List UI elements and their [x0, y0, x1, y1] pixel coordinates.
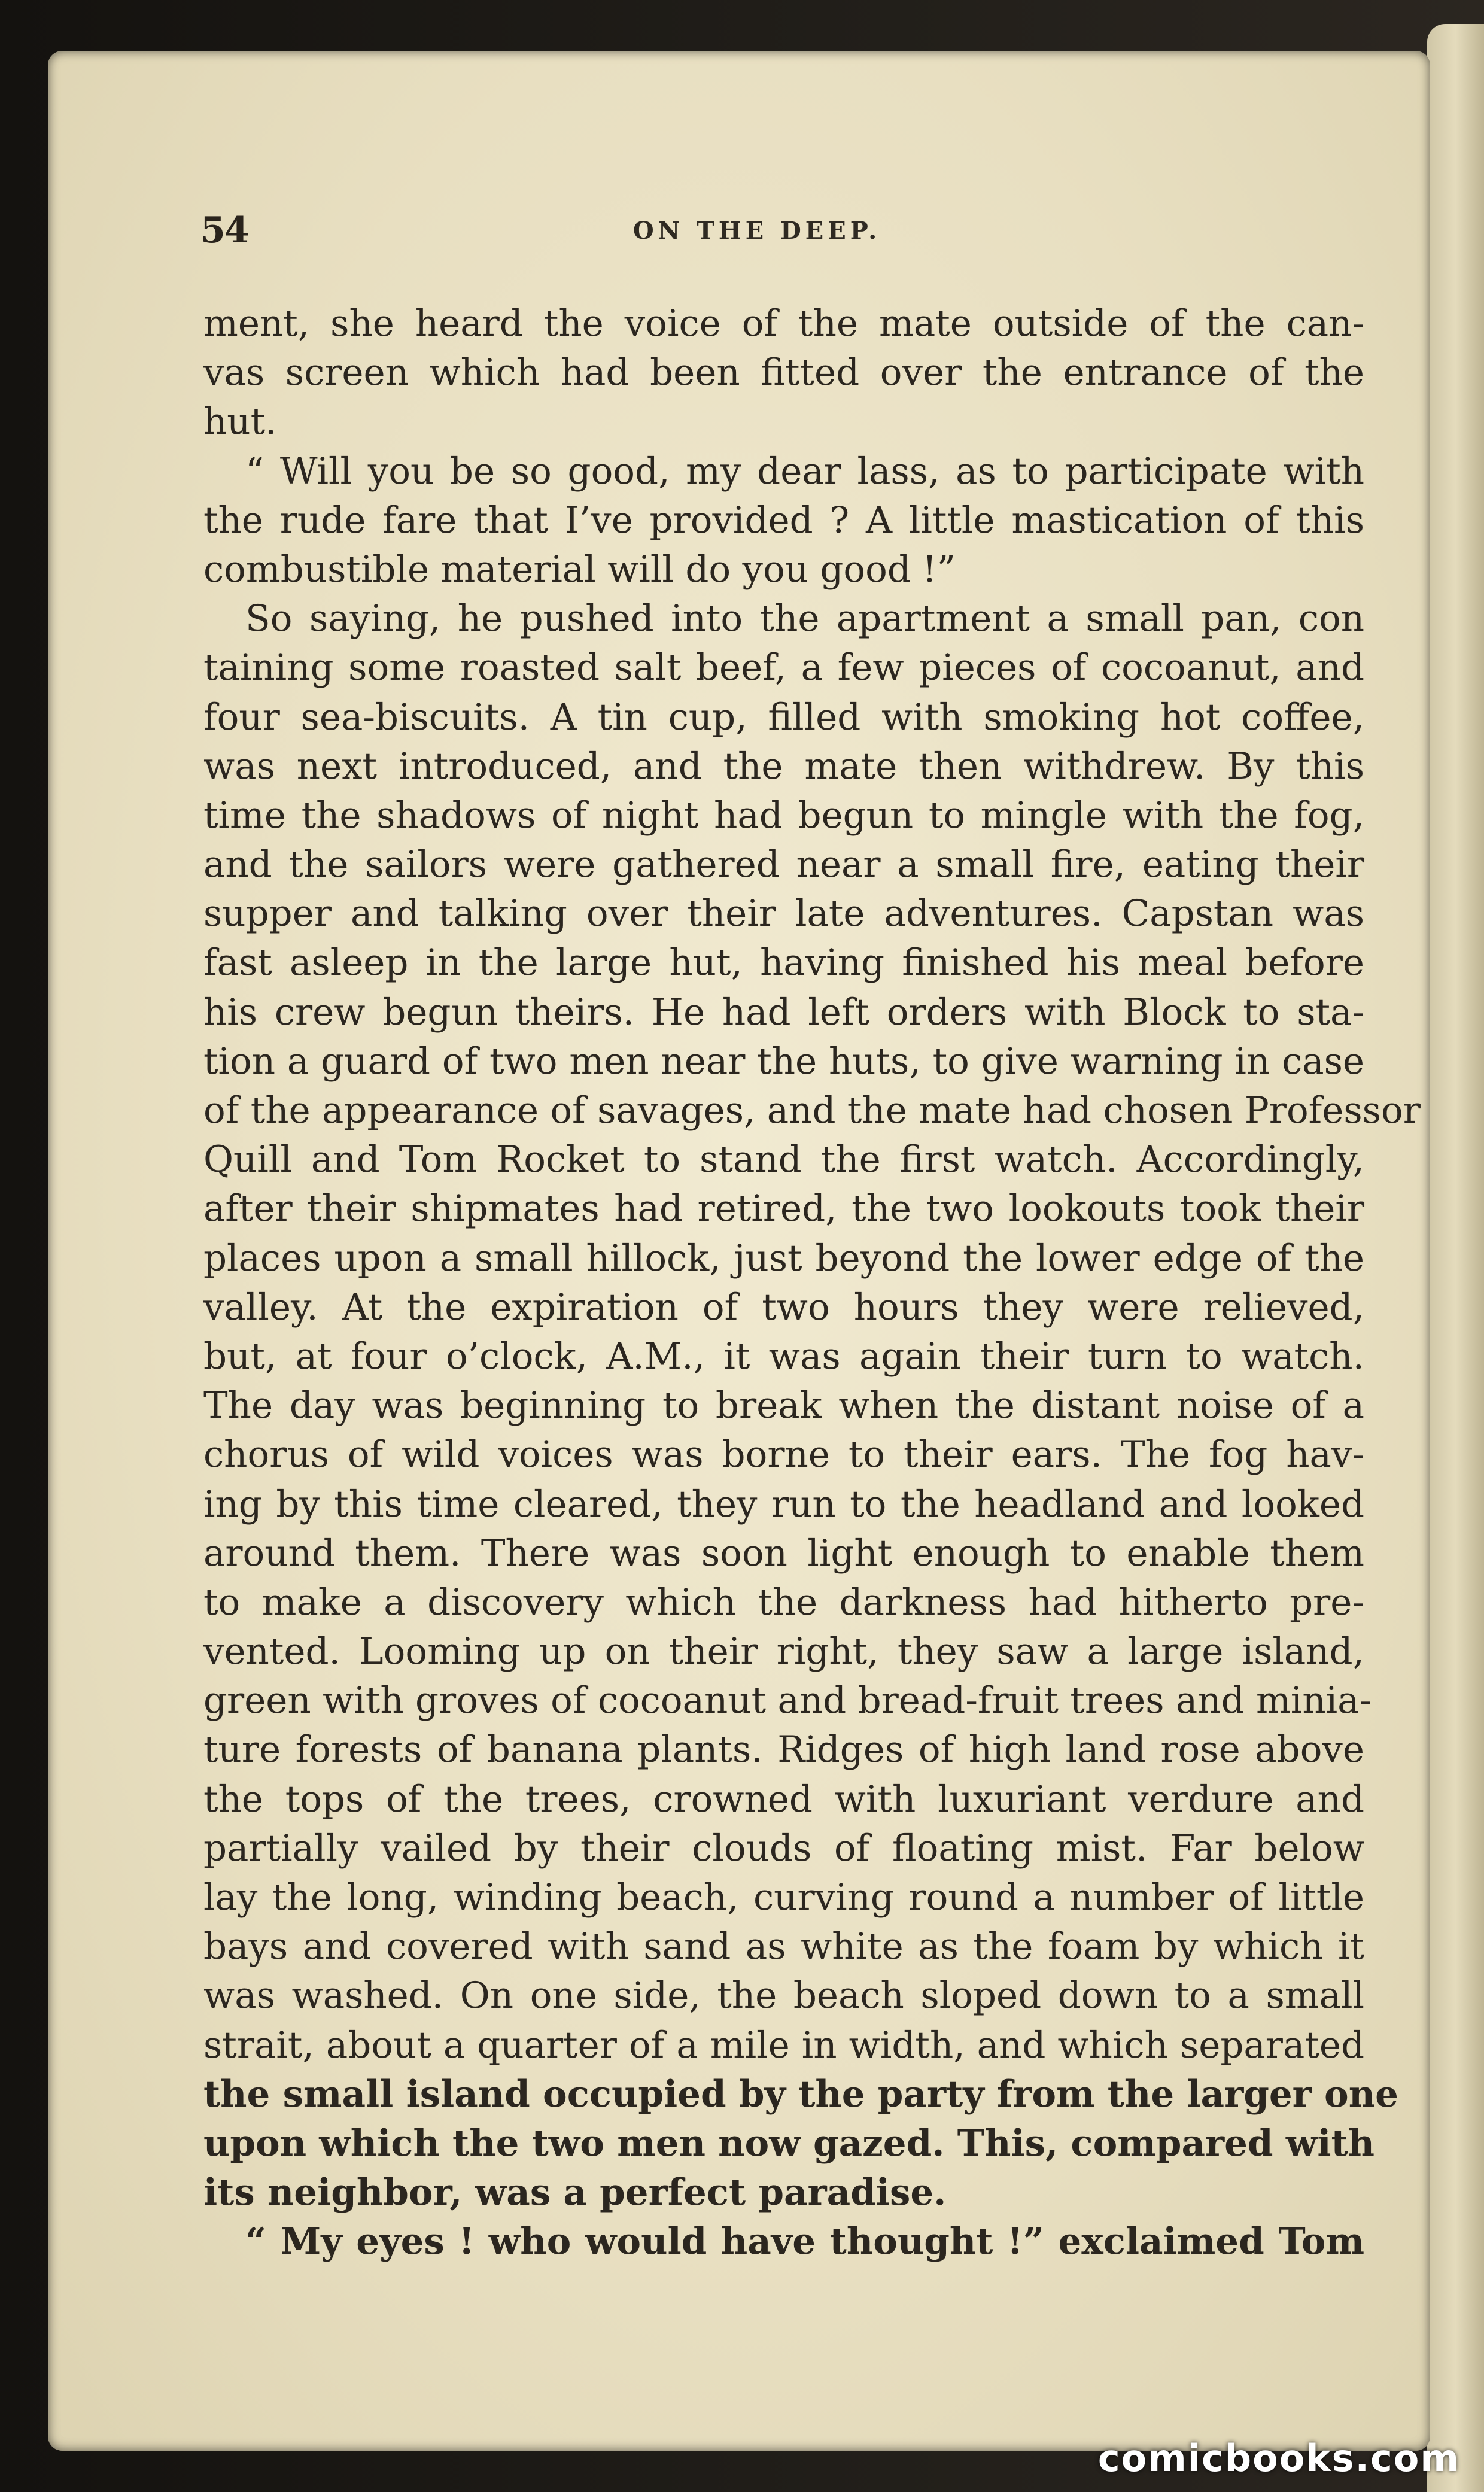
text-line: but, at four o’clock, A.M., it was again their turn to watch. [203, 1335, 1364, 1378]
text-line: green with groves of cocoanut and bread-fruit trees and minia- [203, 1679, 1372, 1722]
text-line: to make a discovery which the darkness had hitherto pre- [203, 1581, 1364, 1624]
text-line: So saying, he pushed into the apartment a small pan, con [245, 597, 1364, 640]
text-line: The day was beginning to break when the distant noise of a [203, 1384, 1364, 1427]
text-line: tion a guard of two men near the huts, to give warning in case [203, 1040, 1364, 1083]
text-line: the rude fare that I’ve provided ? A little mastication of this [203, 499, 1364, 542]
text-line: the small island occupied by the party from the larger one [203, 2072, 1398, 2116]
text-line: fast asleep in the large hut, having finished his meal before [203, 941, 1364, 984]
text-line: was next introduced, and the mate then withdrew. By this [203, 744, 1364, 788]
text-line: was washed. On one side, the beach sloped down to a small [203, 1974, 1364, 2017]
text-line: Quill and Tom Rocket to stand the first watch. Accordingly, [203, 1138, 1364, 1181]
text-line: of the appearance of savages, and the mate had chosen Professor [203, 1089, 1421, 1132]
text-line: ture forests of banana plants. Ridges of high land rose above [203, 1728, 1364, 1771]
text-line: places upon a small hillock, just beyond the lower edge of the [203, 1236, 1364, 1280]
text-line: hut. [203, 400, 277, 443]
text-line: “ My eyes ! who would have thought !” exclaimed Tom [245, 2220, 1364, 2263]
text-line: and the sailors were gathered near a small fire, eating their [203, 843, 1364, 886]
text-line: after their shipmates had retired, the two lookouts took their [203, 1187, 1364, 1230]
text-line: ment, she heard the voice of the mate outside of the can- [203, 302, 1364, 345]
text-line: around them. There was soon light enough to enable them [203, 1531, 1364, 1575]
text-line: his crew begun theirs. He had left orders with Block to sta- [203, 990, 1364, 1034]
text-line: chorus of wild voices was borne to their ears. The fog hav- [203, 1433, 1364, 1476]
body-text [203, 299, 1421, 2267]
text-line: partially vailed by their clouds of floating mist. Far below [203, 1827, 1364, 1870]
text-line: combustible material will do you good !” [203, 548, 956, 591]
text-line: the tops of the trees, crowned with luxuriant verdure and [203, 1777, 1364, 1821]
text-line: strait, about a quarter of a mile in width, and which separated [203, 2023, 1364, 2066]
page-header [153, 209, 1361, 251]
text-line: four sea-biscuits. A tin cup, filled with smoking hot coffee, [203, 695, 1364, 739]
text-line: supper and talking over their late adventures. Capstan was [203, 892, 1364, 935]
text-line: vented. Looming up on their right, they saw a large island, [203, 1630, 1364, 1673]
text-line: its neighbor, was a perfect paradise. [203, 2171, 947, 2214]
text-line: lay the long, winding beach, curving round a number of little [203, 1876, 1364, 1919]
page-number: 54 [200, 209, 248, 251]
text-line: ing by this time cleared, they run to the headland and looked [203, 1482, 1364, 1525]
facing-page-edge [1427, 24, 1484, 2492]
text-line: vas screen which had been fitted over the entrance of the [203, 351, 1364, 394]
text-line: time the shadows of night had begun to mingle with the fog, [203, 794, 1364, 837]
text-line: valley. At the expiration of two hours they were relieved, [203, 1285, 1364, 1329]
running-head: ON THE DEEP. [632, 217, 881, 245]
text-line: upon which the two men now gazed. This, compared with [203, 2122, 1375, 2165]
text-line: bays and covered with sand as white as the foam by which it [203, 1925, 1364, 1968]
text-line: taining some roasted salt beef, a few pieces of cocoanut, and [203, 646, 1364, 689]
watermark: comicbooks.com [1097, 2436, 1460, 2480]
text-line: “ Will you be so good, my dear lass, as to participate with [245, 449, 1364, 493]
